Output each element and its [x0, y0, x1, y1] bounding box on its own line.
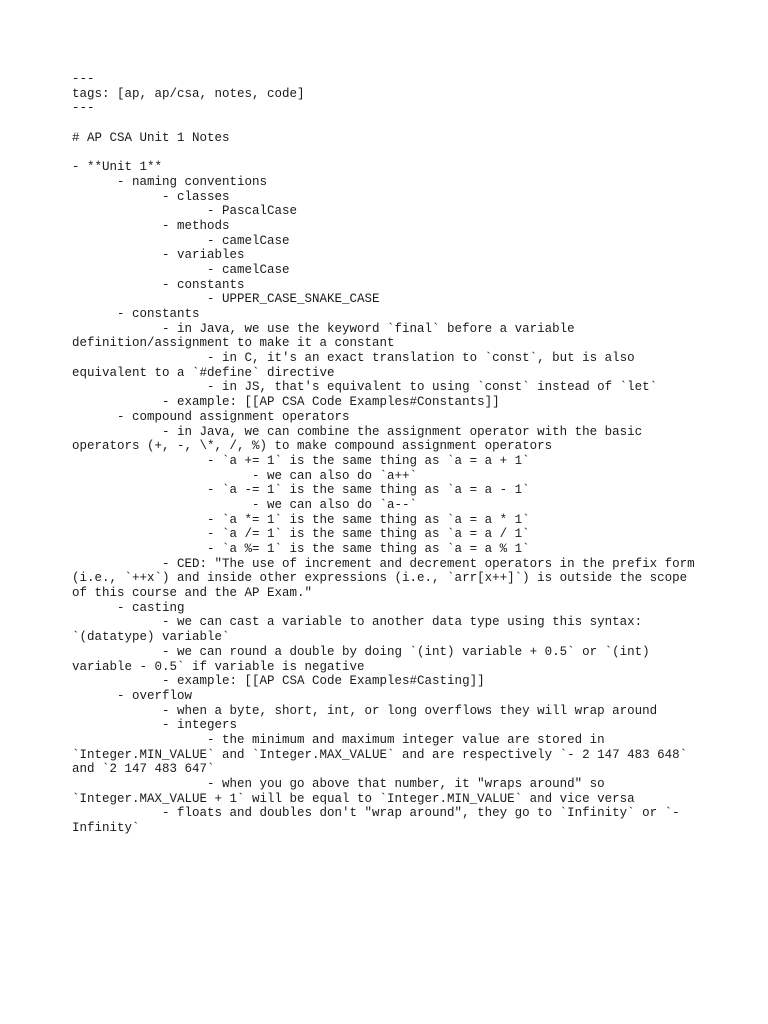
text-line: - in JS, that's equivalent to using `const` instead of `let` — [72, 380, 658, 395]
text-line: - variables — [72, 248, 245, 263]
text-line: --- — [72, 72, 95, 86]
text-line: and `2 147 483 647` — [72, 762, 215, 777]
text-line: - we can cast a variable to another data type using this syntax: — [72, 615, 643, 630]
text-line: - example: [[AP CSA Code Examples#Casting]] — [72, 674, 485, 689]
text-line: - in C, it's an exact translation to `const`, but is also — [72, 351, 635, 366]
text-line: - `a %= 1` is the same thing as `a = a % 1` — [72, 542, 530, 556]
text-line: - we can also do `a--` — [72, 497, 418, 512]
text-line: definition/assignment to make it a constant — [72, 336, 395, 351]
text-line: - when you go above that number, it "wraps around" so — [72, 777, 605, 791]
text-line: - `a *= 1` is the same thing as `a = a * 1` — [72, 512, 530, 527]
text-line: variable - 0.5` if variable is negative — [72, 659, 365, 674]
text-line: - compound assignment operators — [72, 409, 350, 424]
text-line: `(datatype) variable` — [72, 630, 230, 645]
text-line: tags: [ap, ap/csa, notes, code] — [72, 86, 305, 101]
text-line: - we can also do `a++` — [72, 468, 418, 483]
text-line: equivalent to a `#define` directive — [72, 365, 335, 380]
text-line: - in Java, we can combine the assignment operator with the basic — [72, 424, 643, 439]
text-line: --- — [72, 101, 95, 116]
text-line: - classes — [72, 189, 230, 204]
text-line: - methods — [72, 218, 230, 233]
text-line: (i.e., `++x`) and inside other expressions (i.e., `arr[x++]`) is outside the scope — [72, 571, 688, 586]
text-line: - overflow — [72, 688, 193, 703]
text-line: - when a byte, short, int, or long overflows they will wrap around — [72, 703, 658, 718]
text-line: - `a -= 1` is the same thing as `a = a - 1` — [72, 483, 530, 498]
text-line: - CED: "The use of increment and decrement operators in the prefix form — [72, 556, 695, 571]
text-line: `Integer.MIN_VALUE` and `Integer.MAX_VALUE` and are respectively `- 2 147 483 648` — [72, 747, 688, 762]
text-line: Infinity` — [72, 821, 140, 836]
text-line: - naming conventions — [72, 174, 268, 189]
text-line: - PascalCase — [72, 204, 298, 219]
text-line: `Integer.MAX_VALUE + 1` will be equal to `Integer.MIN_VALUE` and vice versa — [72, 791, 635, 806]
text-line: - the minimum and maximum integer value are stored in — [72, 732, 605, 747]
text-line: - camelCase — [72, 262, 290, 277]
text-line: of this course and the AP Exam." — [72, 586, 313, 601]
text-line: - constants — [72, 307, 200, 321]
text-line: - example: [[AP CSA Code Examples#Constants]] — [72, 395, 500, 410]
text-line: - `a /= 1` is the same thing as `a = a / 1` — [72, 527, 530, 542]
document-body — [72, 72, 702, 836]
text-line: - floats and doubles don't "wrap around", they go to `Infinity` or `- — [72, 806, 680, 821]
text-line: # AP CSA Unit 1 Notes — [72, 130, 230, 145]
text-line: - `a += 1` is the same thing as `a = a + 1` — [72, 453, 530, 468]
text-line: - constants — [72, 277, 245, 292]
text-line — [72, 116, 702, 131]
text-line: operators (+, -, \*, /, %) to make compound assignment operators — [72, 439, 553, 454]
text-line: - camelCase — [72, 233, 290, 248]
text-line — [72, 145, 702, 160]
text-line: - casting — [72, 600, 185, 615]
text-line: - integers — [72, 718, 238, 733]
text-line: - UPPER_CASE_SNAKE_CASE — [72, 292, 380, 307]
text-line: - in Java, we use the keyword `final` before a variable — [72, 321, 575, 336]
text-line: - **Unit 1** — [72, 160, 163, 175]
text-line: - we can round a double by doing `(int) variable + 0.5` or `(int) — [72, 644, 650, 659]
